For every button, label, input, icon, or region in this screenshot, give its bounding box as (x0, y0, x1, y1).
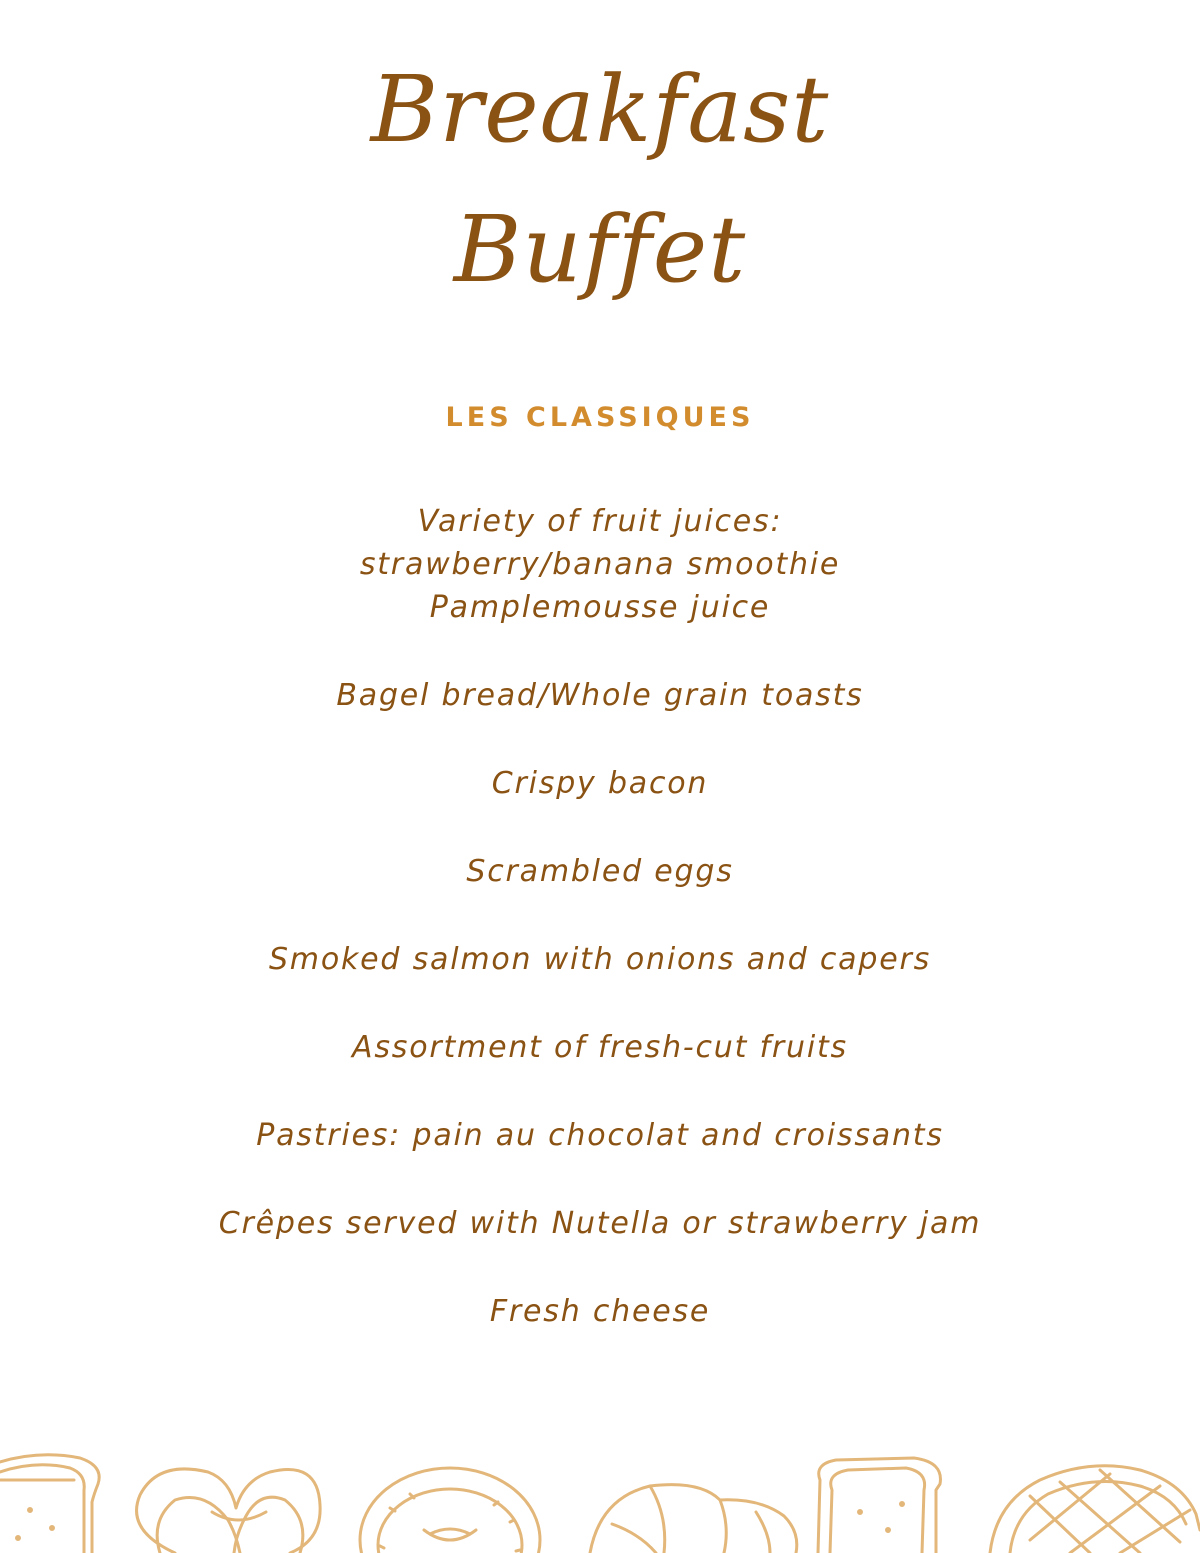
menu-title-line-2: Buffet (453, 196, 747, 303)
menu-item: Pastries: pain au chocolat and croissants (256, 1118, 944, 1153)
juices-line-2: strawberry/banana smoothie (359, 547, 841, 582)
menu-title-line-1: Breakfast (370, 56, 830, 163)
menu-item: Smoked salmon with onions and capers (268, 942, 932, 977)
bagel-icon (360, 1468, 540, 1553)
menu-item: Scrambled eggs (466, 854, 734, 889)
bread-loaf-icon (0, 1455, 99, 1553)
menu-item-juices (0, 500, 1200, 629)
pretzel-icon (137, 1469, 321, 1553)
menu-items-list (0, 500, 1200, 1378)
menu-item: Assortment of fresh-cut fruits (352, 1030, 848, 1065)
juices-line-1: Variety of fruit juices: (417, 504, 783, 539)
toast-icon (818, 1458, 940, 1553)
menu-item: Fresh cheese (489, 1294, 711, 1329)
bakery-illustration-border (0, 1450, 1200, 1553)
menu-item: Crêpes served with Nutella or strawberry jam (218, 1206, 982, 1241)
menu-title (0, 40, 1200, 320)
menu-item: Bagel bread/Whole grain toasts (336, 678, 864, 713)
croissant-icon (590, 1485, 797, 1553)
section-heading: LES CLASSIQUES (445, 402, 755, 433)
bread-bun-icon (990, 1466, 1200, 1553)
menu-item: Crispy bacon (491, 766, 709, 801)
juices-line-3: Pamplemousse juice (429, 590, 771, 625)
